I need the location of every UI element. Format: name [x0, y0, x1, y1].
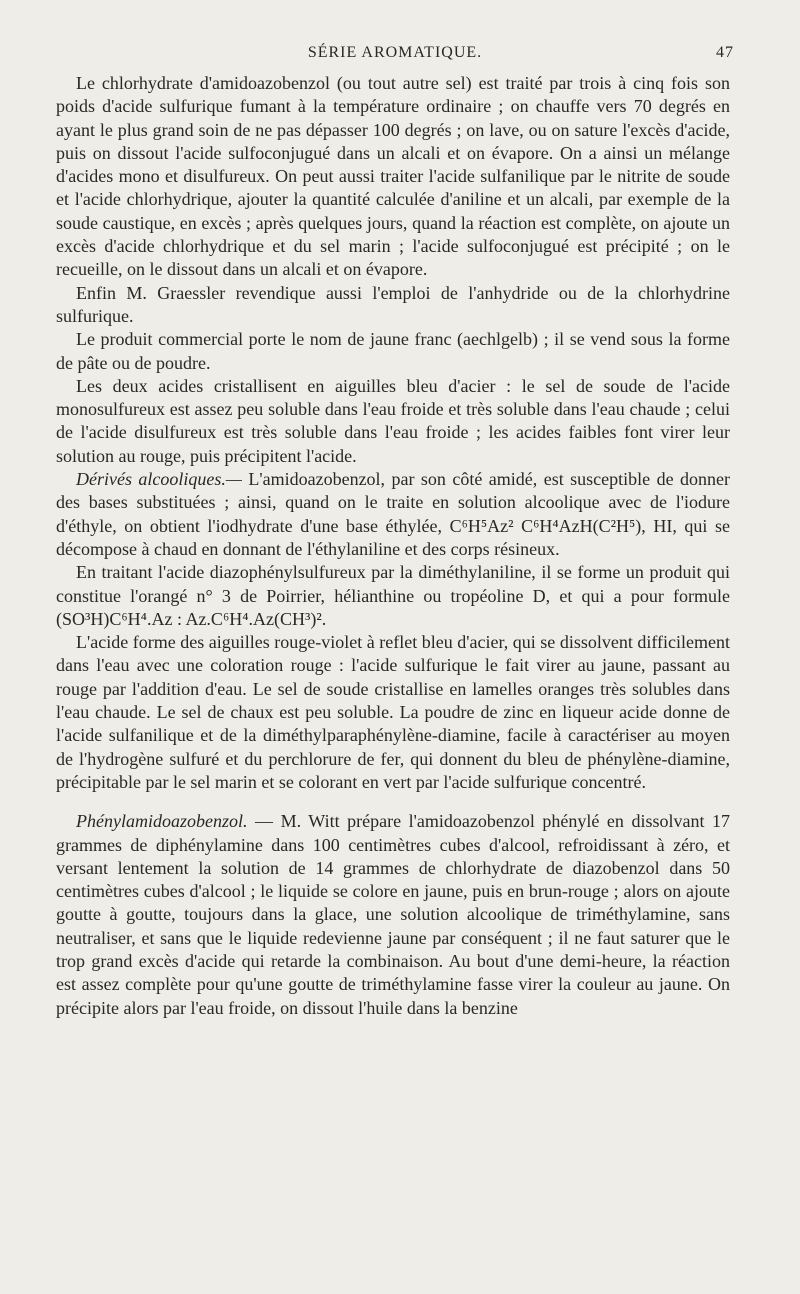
paragraph-phenylamidoazobenzol: Phénylamidoazobenzol. — M. Witt prépare l'amidoazobenzol phénylé en dissolvant 17 grammes de diphénylamine dans 100 centimètres cubes d'alcool, refroidissant à zéro, et versant lentement la solution de 14 grammes de chlorhydrate de diazobenzol dans 50 centimètres cubes d'alcool ; le liquide se colore en jaune, puis en brun-rouge ; alors on ajoute goutte à goutte, toujours dans la glace, une solution alcoolique de triméthylamine, sans neutraliser, et sans que le liquide redevienne jaune par conséquent ; il ne faut saturer que le trop grand excès d'acide qui retarde la combinaison. Au bout d'une demi-heure, la réaction est assez complète pour qu'une goutte de triméthylamine fasse virer la couleur au jaune. On précipite alors par l'eau froide, on dissout l'huile dans la benzine	[56, 811, 730, 1018]
body-text	[56, 72, 730, 1020]
section-lead-alcoholic-derivatives: Dérivés alcooliques.—	[76, 469, 242, 490]
paragraph-orange-no3: En traitant l'acide diazophénylsulfureux par la diméthylaniline, il se forme un produit qui constitue l'orangé n° 3 de Poirrier, hélianthine ou tropéoline D, et qui a pour formule (SO³H)C⁶H⁴.Az : Az.C⁶H⁴.Az(CH³)².	[56, 562, 730, 629]
running-head	[56, 44, 734, 68]
paragraph-acid-crystals: Les deux acides cristallisent en aiguilles bleu d'acier : le sel de soude de l'acide monosulfureux est assez peu soluble dans l'eau froide et très soluble dans l'eau chaude ; celui de l'acide disulfureux est très soluble dans l'eau froide ; les acides faibles font virer leur solution au rouge, puis précipitent l'acide.	[56, 375, 730, 466]
paragraph-commercial-product: Le produit commercial porte le nom de jaune franc (aechlgelb) ; il se vend sous la forme de pâte ou de poudre.	[56, 329, 730, 373]
section-lead-phenylamidoazobenzol: Phénylamidoazobenzol.	[76, 811, 248, 832]
paragraph-acid-properties: L'acide forme des aiguilles rouge-violet à reflet bleu d'acier, qui se dissolvent difficilement dans l'eau avec une coloration rouge : l'acide sulfurique le fait virer au jaune, passant au rouge par l'addition d'eau. Le sel de soude cristallise en lamelles oranges très solubles dans l'eau chaude. Le sel de chaux est peu soluble. La poudre de zinc en liqueur acide donne de l'acide sulfanilique et de la diméthylparaphénylène-diamine, facile à caractériser au moyen de l'hydrogène sulfuré et du perchlorure de fer, qui donnent du bleu de phénylène-diamine, précipitable par le sel marin et se colorant en vert par l'acide sulfurique concentré.	[56, 632, 730, 792]
paragraph-graessler: Enfin M. Graessler revendique aussi l'emploi de l'anhydride ou de la chlorhydrine sulfurique.	[56, 282, 730, 326]
paragraph-sulfonation-method: Le chlorhydrate d'amidoazobenzol (ou tout autre sel) est traité par trois à cinq fois son poids d'acide sulfurique fumant à la température ordinaire ; on chauffe vers 70 degrés en ayant le plus grand soin de ne pas dépasser 100 degrés ; on lave, ou on sature l'excès d'acide, puis on dissout l'acide sulfoconjugué dans un alcali et on évapore. On a ainsi un mélange d'acides mono et disulfureux. On peut aussi traiter l'acide sulfanilique par le nitrite de soude et l'acide chlorhydrique, ajouter la quantité calculée d'aniline et un alcali, par exemple de la soude caustique, en excès ; après quelques jours, quand la réaction est complète, on ajoute un excès d'acide chlorhydrique et du sel marin ; l'acide sulfoconjugué est précipité ; on le recueille, on le dissout dans un alcali et on évapore.	[56, 73, 730, 280]
paragraph-alcoholic-derivatives: Dérivés alcooliques.— L'amidoazobenzol, par son côté amidé, est susceptible de donner des bases substituées ; ainsi, quand on le traite en solution alcoolique avec de l'iodure d'éthyle, on obtient l'iodhydrate d'une base éthylée, C⁶H⁵Az² C⁶H⁴AzH(C²H⁵), HI, qui se décompose à chaud en donnant de l'éthylaniline et des corps résineux.	[56, 469, 730, 559]
running-title: SÉRIE AROMATIQUE.	[307, 44, 483, 61]
page-number: 47	[716, 44, 734, 61]
